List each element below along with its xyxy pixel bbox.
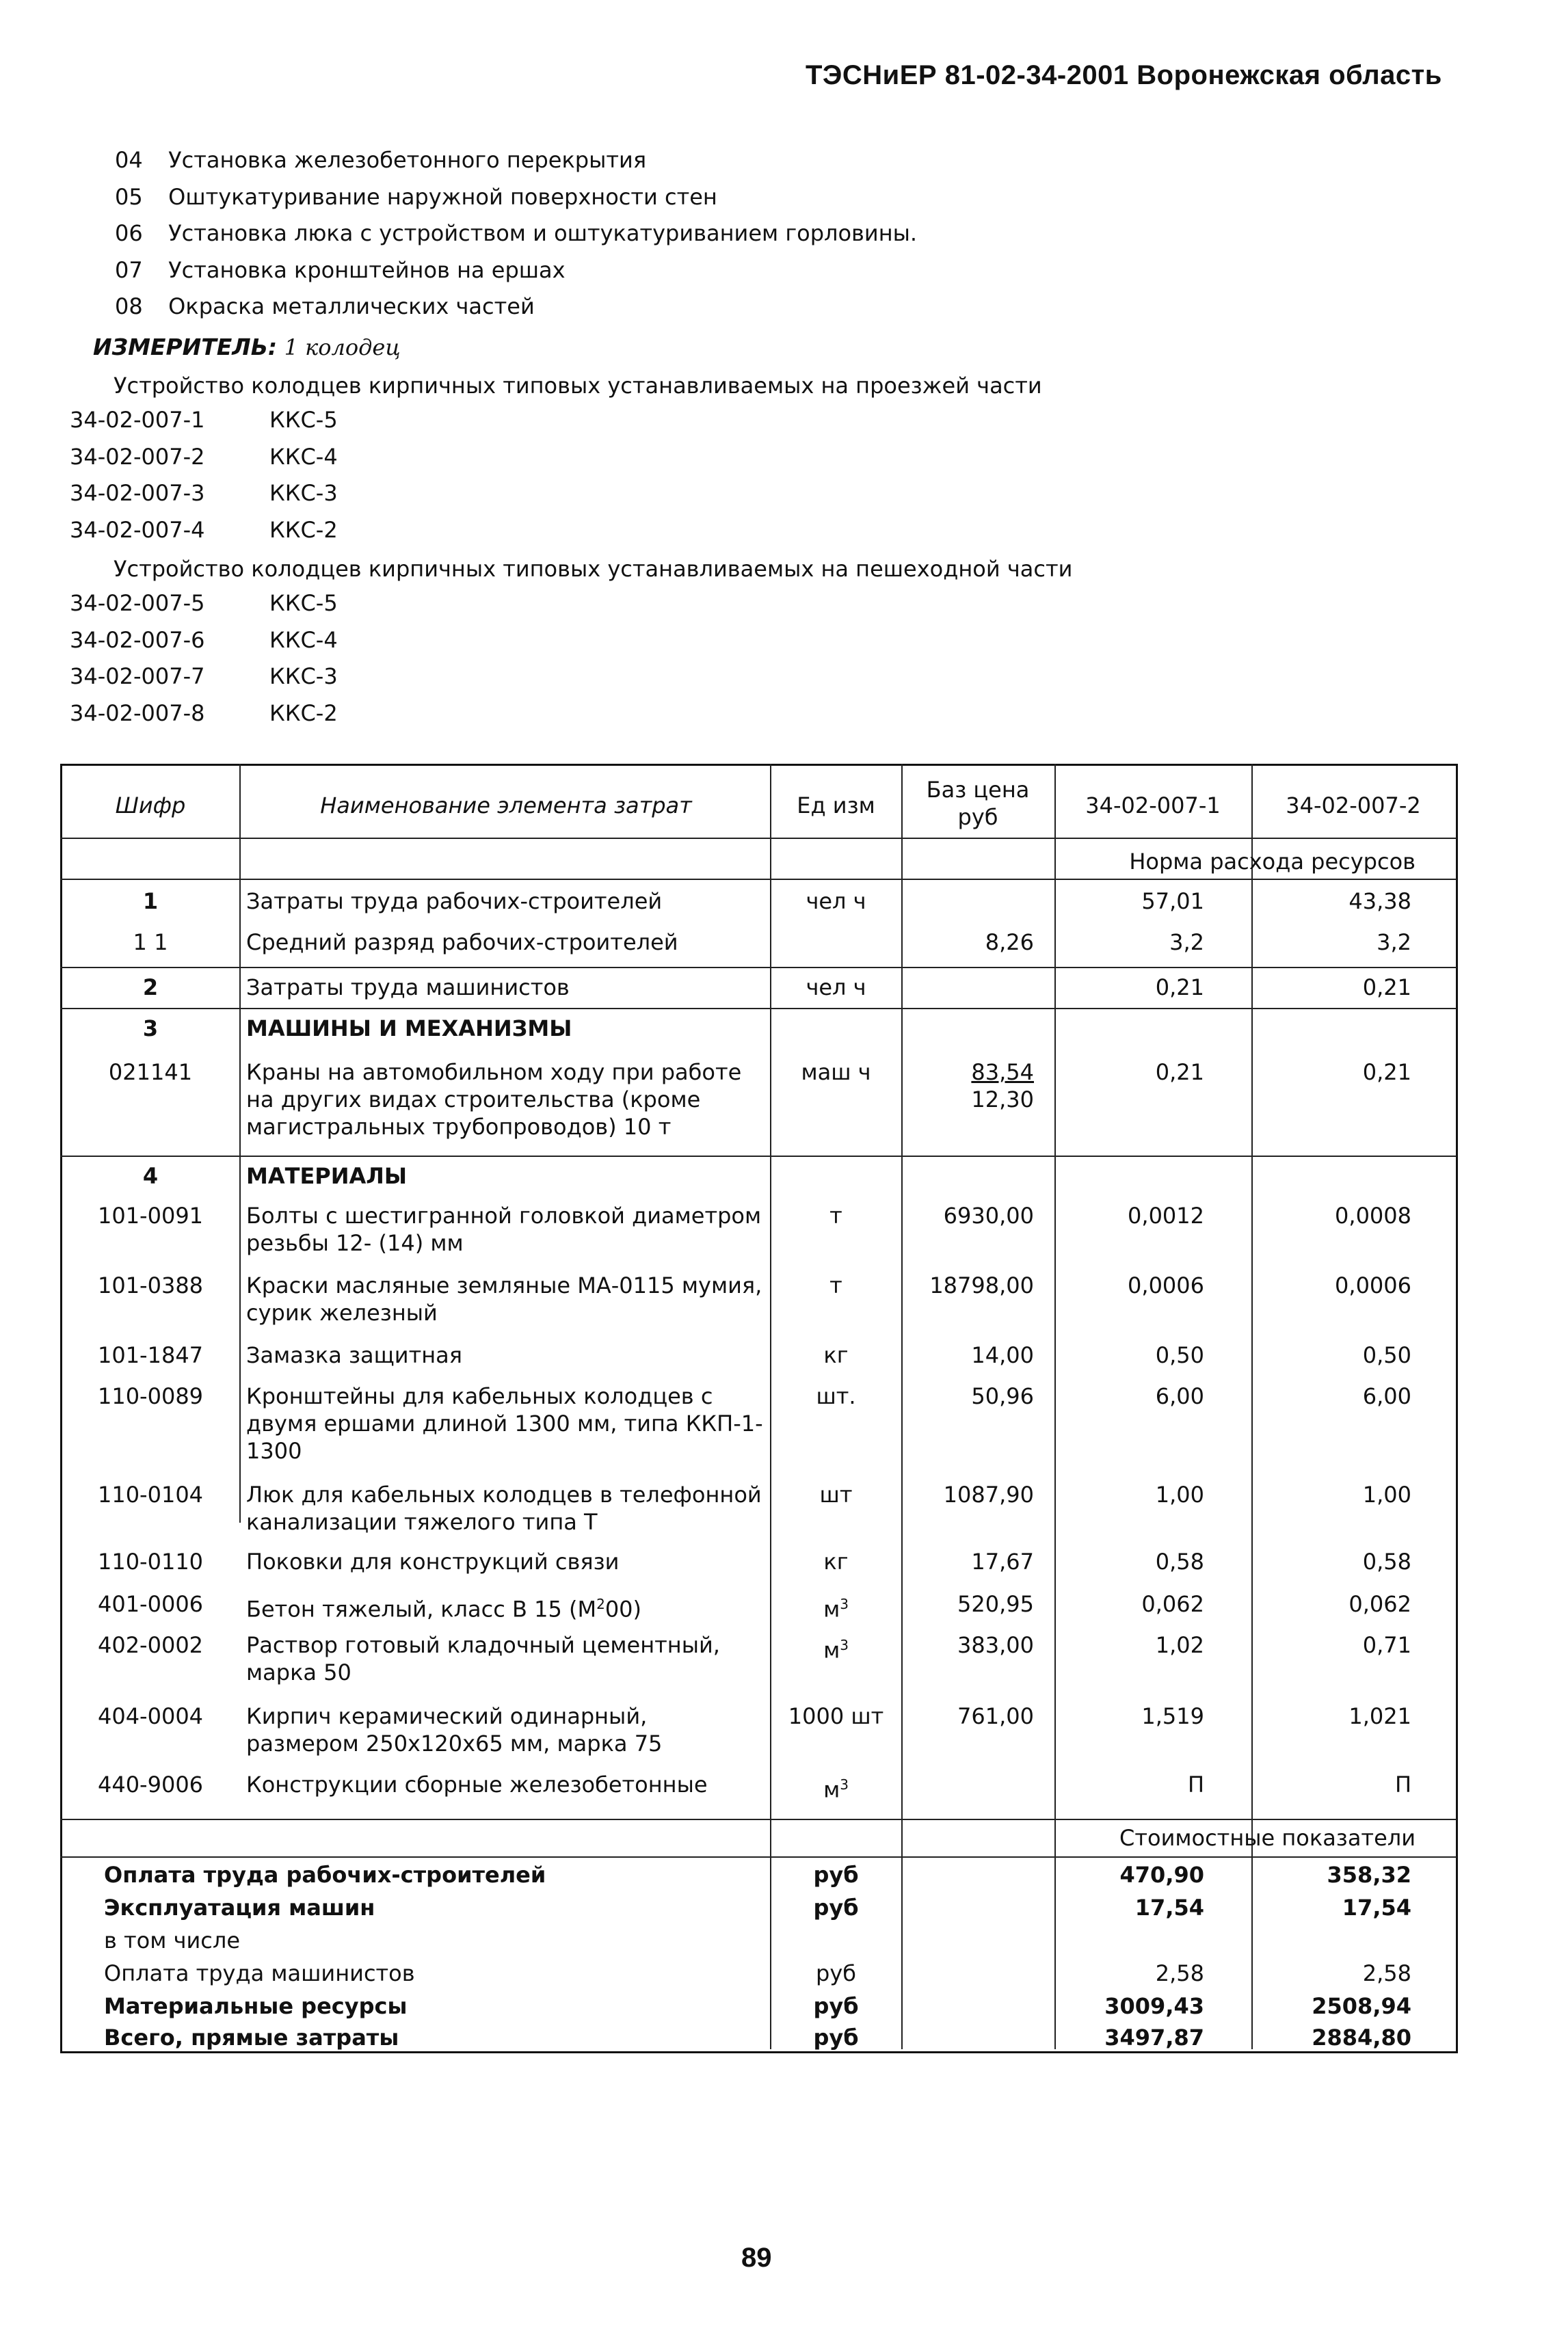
- row-value-1: 1,02: [1155, 1632, 1204, 1658]
- meter-label: ИЗМЕРИТЕЛЬ:: [93, 334, 278, 360]
- group-title: Устройство колодцев кирпичных типовых устанавливаемых на проезжей части: [114, 373, 1042, 399]
- row-price: 83,54: [971, 1059, 1034, 1085]
- row-name: Кирпич керамический одинарный, размером 250х120х65 мм, марка 75: [246, 1703, 663, 1757]
- row-price: 1087,90: [943, 1482, 1034, 1508]
- row-code: 404-0004: [97, 1703, 204, 1729]
- code-item: 34-02-007-6 ККС-4: [70, 626, 338, 653]
- norm-caption: Норма расхода ресурсов: [1129, 849, 1416, 875]
- row-unit: $м^3$: [823, 1596, 849, 1623]
- row-value-2: 3,2: [1377, 929, 1411, 955]
- cost-value-2: 2,58: [1362, 1960, 1411, 1986]
- cost-value-2: 17,54: [1342, 1895, 1411, 1921]
- row-price: 383,00: [957, 1632, 1034, 1658]
- row-divider: [60, 1156, 1457, 1157]
- operation-item: 04 Установка железобетонного перекрытия: [115, 147, 647, 173]
- row-price: 520,95: [957, 1591, 1034, 1617]
- row-unit: чел ч: [806, 974, 866, 1000]
- row-name: Затраты труда рабочих-строителей: [246, 888, 663, 914]
- row-divider: [60, 879, 1457, 880]
- row-name: Конструкции сборные железобетонные: [246, 1772, 708, 1798]
- row-name: МАШИНЫ И МЕХАНИЗМЫ: [246, 1015, 572, 1041]
- group-codes: [70, 585, 338, 732]
- cost-name: Эксплуатация машин: [104, 1895, 375, 1921]
- row-unit: 1000 шт: [788, 1703, 884, 1729]
- row-price-alt: 12,30: [971, 1086, 1034, 1112]
- row-value-1: 0,58: [1155, 1549, 1204, 1575]
- row-code: 101-0091: [97, 1203, 204, 1229]
- cost-value-1: 3009,43: [1104, 1993, 1204, 2019]
- row-name: Краны на автомобильном ходу при работе на других видах строительства (кроме магистральных трубопроводов) 10 т: [246, 1059, 742, 1140]
- operation-item: 05 Оштукатуривание наружной поверхности стен: [115, 183, 717, 210]
- row-code: 110-0104: [97, 1482, 204, 1508]
- operation-item: 08 Окраска металлических частей: [115, 293, 535, 319]
- cost-unit: руб: [813, 1895, 859, 1921]
- code-item: 34-02-007-7 ККС-3: [70, 663, 338, 689]
- cost-value-2: 2884,80: [1312, 2025, 1411, 2051]
- col-header-price: Баз цена руб: [926, 777, 1030, 830]
- row-name: Краски масляные земляные МА-0115 мумия, сурик железный: [246, 1272, 762, 1326]
- cost-unit: руб: [813, 1862, 859, 1888]
- meter-line: [93, 334, 401, 360]
- cost-name: Оплата труда рабочих-строителей: [104, 1862, 546, 1888]
- row-code: 401-0006: [97, 1591, 204, 1617]
- row-code: 021141: [108, 1059, 193, 1085]
- row-value-1: 0,0006: [1128, 1272, 1204, 1298]
- row-value-1: 0,21: [1155, 1059, 1204, 1085]
- row-name: Люк для кабельных колодцев в телефонной канализации тяжелого типа Т: [246, 1482, 762, 1535]
- cost-value-2: 358,32: [1327, 1862, 1411, 1888]
- col-header-res2: 34-02-007-2: [1286, 792, 1421, 818]
- cost-unit: руб: [813, 1993, 859, 2019]
- col-divider: [239, 764, 241, 1523]
- row-value-1: 0,062: [1141, 1591, 1204, 1617]
- code-item: 34-02-007-1 ККС-5: [70, 407, 338, 433]
- code-item: 34-02-007-5 ККС-5: [70, 590, 338, 616]
- row-value-2: 0,0006: [1335, 1272, 1411, 1298]
- cost-value-1: 470,90: [1119, 1862, 1204, 1888]
- row-value-2: П: [1394, 1772, 1411, 1798]
- document-header: ТЭСНиЕР 81-02-34-2001 Воронежская область: [806, 60, 1442, 90]
- row-code: 110-0110: [97, 1549, 204, 1575]
- row-unit: $м^3$: [823, 1776, 849, 1803]
- row-unit: маш ч: [801, 1059, 871, 1085]
- row-code: 110-0089: [97, 1383, 204, 1409]
- row-code: 2: [142, 974, 159, 1000]
- row-value-2: 0,21: [1362, 1059, 1411, 1085]
- row-unit: т: [829, 1272, 842, 1298]
- row-divider: [60, 1856, 1457, 1858]
- row-price: 8,26: [985, 929, 1034, 955]
- row-value-1: 0,0012: [1128, 1203, 1204, 1229]
- cost-caption: Стоимостные показатели: [1119, 1825, 1416, 1851]
- code-item: 34-02-007-4 ККС-2: [70, 516, 338, 543]
- code-item: 34-02-007-8 ККС-2: [70, 699, 338, 726]
- code-item: 34-02-007-2 ККС-4: [70, 443, 338, 470]
- row-name: Бетон тяжелый, класс В 15 $(М^200)$: [246, 1596, 642, 1623]
- cost-name: Всего, прямые затраты: [104, 2025, 399, 2051]
- row-name: Средний разряд рабочих-строителей: [246, 929, 678, 955]
- page-number: 89: [741, 2243, 772, 2273]
- row-name: Затраты труда машинистов: [246, 974, 570, 1000]
- row-unit: т: [829, 1203, 842, 1229]
- col-header-res1: 34-02-007-1: [1085, 792, 1221, 818]
- row-unit: шт: [819, 1482, 853, 1508]
- code-item: 34-02-007-3 ККС-3: [70, 480, 338, 506]
- meter-value: 1 колодец: [284, 334, 401, 360]
- row-name: Раствор готовый кладочный цементный, марка 50: [246, 1632, 720, 1685]
- row-code: 3: [142, 1015, 159, 1041]
- cost-value-1: 2,58: [1155, 1960, 1204, 1986]
- row-price: 17,67: [971, 1549, 1034, 1575]
- row-value-2: 1,00: [1362, 1482, 1411, 1508]
- row-value-2: 0,21: [1362, 974, 1411, 1000]
- row-unit: кг: [823, 1342, 849, 1368]
- cost-value-1: 3497,87: [1104, 2025, 1204, 2051]
- row-value-2: 0,0008: [1335, 1203, 1411, 1229]
- operation-item: 07 Установка кронштейнов на ершах: [115, 256, 566, 283]
- row-divider: [60, 1008, 1457, 1009]
- row-value-2: 6,00: [1362, 1383, 1411, 1409]
- cost-unit: руб: [816, 1960, 856, 1986]
- cost-name: Оплата труда машинистов: [104, 1960, 415, 1986]
- row-price: 6930,00: [943, 1203, 1034, 1229]
- row-code: 440-9006: [97, 1772, 204, 1798]
- cost-value-1: 17,54: [1134, 1895, 1204, 1921]
- row-divider: [60, 967, 1457, 968]
- row-price: 14,00: [971, 1342, 1034, 1368]
- row-code: 101-1847: [97, 1342, 204, 1368]
- group-codes: [70, 402, 338, 548]
- row-code: 4: [142, 1163, 159, 1189]
- row-value-1: 0,50: [1155, 1342, 1204, 1368]
- row-unit: шт.: [816, 1383, 856, 1409]
- operation-item: 06 Установка люка с устройством и оштукатуриванием горловины.: [115, 220, 918, 246]
- row-name: Поковки для конструкций связи: [246, 1549, 620, 1575]
- row-name: Болты с шестигранной головкой диаметром резьбы 12- (14) мм: [246, 1203, 762, 1256]
- row-code: 101-0388: [97, 1272, 204, 1298]
- cost-value-2: 2508,94: [1312, 1993, 1411, 2019]
- row-price: 18798,00: [929, 1272, 1034, 1298]
- operations-list: [115, 142, 917, 325]
- row-price: 50,96: [971, 1383, 1034, 1409]
- cost-name: в том числе: [104, 1927, 240, 1953]
- col-header-code: Шифр: [115, 792, 186, 818]
- row-name: МАТЕРИАЛЫ: [246, 1163, 408, 1189]
- row-value-1: 1,519: [1141, 1703, 1204, 1729]
- group-title: Устройство колодцев кирпичных типовых устанавливаемых на пешеходной части: [114, 556, 1073, 582]
- row-value-2: 1,021: [1348, 1703, 1411, 1729]
- cost-unit: руб: [813, 2025, 859, 2051]
- row-unit: кг: [823, 1549, 849, 1575]
- row-name: Кронштейны для кабельных колодцев с двумя ершами длиной 1300 мм, типа ККП-1-1300: [246, 1383, 763, 1464]
- cost-name: Материальные ресурсы: [104, 1993, 408, 2019]
- row-value-1: 1,00: [1155, 1482, 1204, 1508]
- row-value-2: 0,71: [1362, 1632, 1411, 1658]
- row-value-1: 3,2: [1169, 929, 1204, 955]
- row-divider: [60, 1819, 1457, 1820]
- row-price: 761,00: [957, 1703, 1034, 1729]
- col-header-unit: Ед изм: [797, 792, 875, 818]
- row-code: 402-0002: [97, 1632, 204, 1658]
- row-value-2: 0,58: [1362, 1549, 1411, 1575]
- row-value-2: 0,50: [1362, 1342, 1411, 1368]
- row-unit: $м^3$: [823, 1637, 849, 1664]
- row-value-1: 6,00: [1155, 1383, 1204, 1409]
- row-divider: [60, 838, 1457, 839]
- row-code: 1: [142, 888, 159, 914]
- col-header-name: Наименование элемента затрат: [320, 792, 692, 818]
- row-value-1: 0,21: [1155, 974, 1204, 1000]
- row-code: 1 1: [133, 929, 168, 955]
- row-value-2: 43,38: [1348, 888, 1411, 914]
- row-value-1: 57,01: [1141, 888, 1204, 914]
- row-value-1: П: [1187, 1772, 1204, 1798]
- row-unit: чел ч: [806, 888, 866, 914]
- row-name: Замазка защитная: [246, 1342, 462, 1368]
- row-value-2: 0,062: [1348, 1591, 1411, 1617]
